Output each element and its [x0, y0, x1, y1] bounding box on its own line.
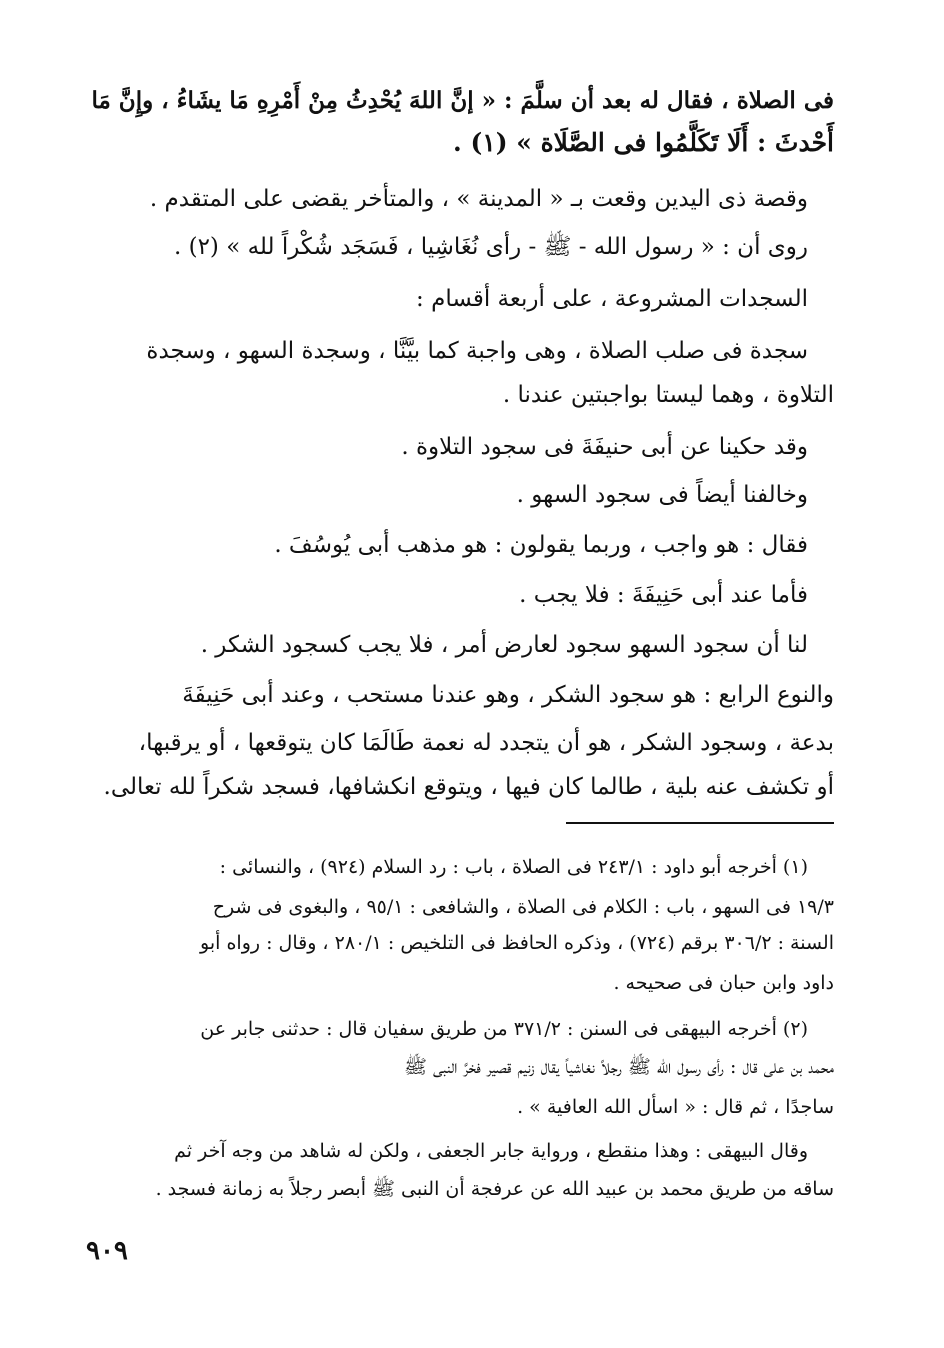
body-line-14: بدعة ، وسجود الشكر ، هو أن يتجدد له نعمة طَالَمَا كان يتوقعها ، أو يرقبها،	[138, 730, 834, 756]
footnote-line-7: ساجدًا ، ثم قال : « اسأل الله العافية » .	[517, 1096, 834, 1118]
body-line-6: سجدة فى صلب الصلاة ، وهى واجبة كما بيَّنَّا ، وسجدة السهو ، وسجدة	[146, 338, 808, 364]
footnote-line-6: محمد بن على قال : رأى رسول الله ﷺ رجلاً نغاشياً يقال زنيم قصير فخرَّ النبى ﷺ	[403, 1056, 834, 1078]
footnote-line-9: ساقه من طريق محمد بن عبيد الله عن عرفجة أن النبى ﷺ أبصر رجلاً به زمانة فسجد .	[155, 1178, 834, 1200]
body-line-15: أو تكشف عنه بلية ، طالما كان فيها ، ويتوقع انكشافها، فسجد شكراً لله تعالى.	[103, 774, 834, 800]
footnote-line-1: (١) أخرجه أبو داود : ٢٤٣/١ فى الصلاة ، باب : رد السلام (٩٢٤) ، والنسائى :	[219, 856, 808, 878]
footnote-line-5: (٢) أخرجه البيهقى فى السنن : ٣٧١/٢ من طريق سفيان قال : حدثنى جابر عن	[200, 1018, 808, 1040]
body-line-1: فى الصلاة ، فقال له بعد أن سلَّمَ : « إنَّ اللهَ يُحْدِثُ مِنْ أَمْرِهِ مَا يشَاءُ ، وإِنَّ مَا	[91, 87, 834, 114]
page-number: ٩٠٩	[86, 1236, 128, 1266]
body-line-10: فقال : هو واجب ، وربما يقولون : هو مذهب أبى يُوسُفَ .	[274, 532, 808, 558]
body-line-13: والنوع الرابع : هو سجود الشكر ، وهو عندنا مستحب ، وعند أبى حَنِيفَةَ	[182, 682, 834, 708]
body-line-11: فأما عند أبى حَنِيفَةَ : فلا يجب .	[519, 582, 808, 608]
footnote-line-2: ١٩/٣ فى السهو ، باب : الكلام فى الصلاة ، والشافعى : ٩٥/١ ، والبغوى فى شرح	[212, 896, 834, 918]
footnote-line-4: داود وابن حبان فى صحيحه .	[613, 972, 834, 994]
footnote-line-3: السنة : ٣٠٦/٢ برقم (٧٢٤) ، وذكره الحافظ فى التلخيص : ٢٨٠/١ ، وقال : رواه أبو	[200, 932, 834, 954]
footnote-separator	[566, 822, 834, 824]
body-line-8: وقد حكينا عن أبى حنيفَةَ فى سجود التلاوة .	[401, 434, 808, 460]
body-line-12: لنا أن سجود السهو سجود لعارض أمر ، فلا يجب كسجود الشكر .	[200, 632, 808, 658]
body-line-3: وقصة ذى اليدين وقعت بـ « المدينة » ، والمتأخر يقضى على المتقدم .	[149, 186, 808, 212]
body-line-2: أَحْدثَ : أَلَا تَكَلَّمُوا فى الصَّلَاة » (١) .	[453, 128, 834, 157]
body-line-5: السجدات المشروعة ، على أربعة أقسام :	[416, 286, 808, 312]
body-line-4: روى أن : « رسول الله - ﷺ - رأى نُغَاشِيا ، فَسَجَد شُكْراً لله » (٢) .	[173, 234, 808, 260]
body-line-7: التلاوة ، وهما ليستا بواجبتين عندنا .	[502, 382, 834, 408]
footnote-line-8: وقال البيهقى : وهذا منقطع ، ورواية جابر الجعفى ، ولكن له شاهد من وجه آخر ثم	[174, 1140, 808, 1162]
body-line-9: وخالفنا أيضاً فى سجود السهو .	[516, 482, 808, 508]
